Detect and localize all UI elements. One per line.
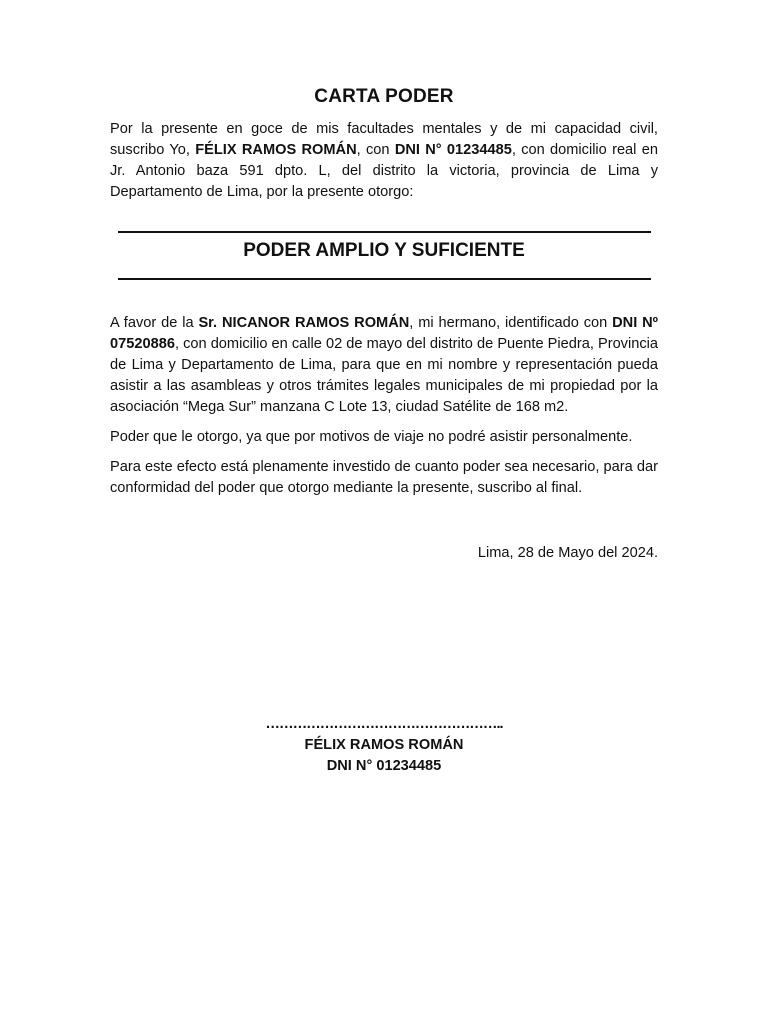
closing-paragraph: Para este efecto está plenamente investido de cuanto poder sea necesario, para dar conformidad del poder que otorgo mediante la presente, suscribo al final. <box>110 459 658 496</box>
document-subtitle: PODER AMPLIO Y SUFICIENTE <box>243 240 525 261</box>
favor-text-2: , mi hermano, identificado con <box>409 315 613 331</box>
intro-paragraph <box>110 119 658 203</box>
signature-line: …………………………………………….. <box>265 716 503 732</box>
document-title: CARTA PODER <box>314 86 454 107</box>
favor-paragraph <box>110 313 658 418</box>
grantee-name: Sr. NICANOR RAMOS ROMÁN <box>198 315 410 331</box>
grantor-name: FÉLIX RAMOS ROMÁN <box>195 142 357 158</box>
divider-bottom <box>118 278 651 280</box>
signer-dni: DNI N° 01234485 <box>326 758 442 774</box>
favor-text-3: , con domicilio en calle 02 de mayo del distrito de Puente Piedra, Provincia de Lima y Departamento de Lima, para que en mi nombre y representación pueda asistir a las asambleas y otros trámites legales municipales de mi propiedad por la asociación “Mega Sur” manzana C Lote 13, ciudad Satélite de 168 m2. <box>110 336 658 415</box>
grantee-dni: DNI Nº 07520886 <box>110 315 658 352</box>
intro-text-1: Por la presente en goce de mis facultades mentales y de mi capacidad civil, suscribo Yo, <box>110 121 658 158</box>
reason-paragraph: Poder que le otorgo, ya que por motivos de viaje no podré asistir personalmente. <box>110 429 633 445</box>
signer-name: FÉLIX RAMOS ROMÁN <box>304 737 464 753</box>
signature-block <box>0 714 768 777</box>
divider-top <box>118 231 651 233</box>
grantor-dni: DNI N° 01234485 <box>394 142 512 158</box>
document-date: Lima, 28 de Mayo del 2024. <box>477 545 658 561</box>
document-body <box>110 86 658 561</box>
intro-text-3: , con domicilio real en Jr. Antonio baza 591 dpto. L, del distrito la victoria, provincia de Lima y Departamento de Lima, por la presente otorgo: <box>110 142 658 200</box>
favor-text-1: A favor de la <box>110 315 199 331</box>
intro-text-2: , con <box>356 142 395 158</box>
